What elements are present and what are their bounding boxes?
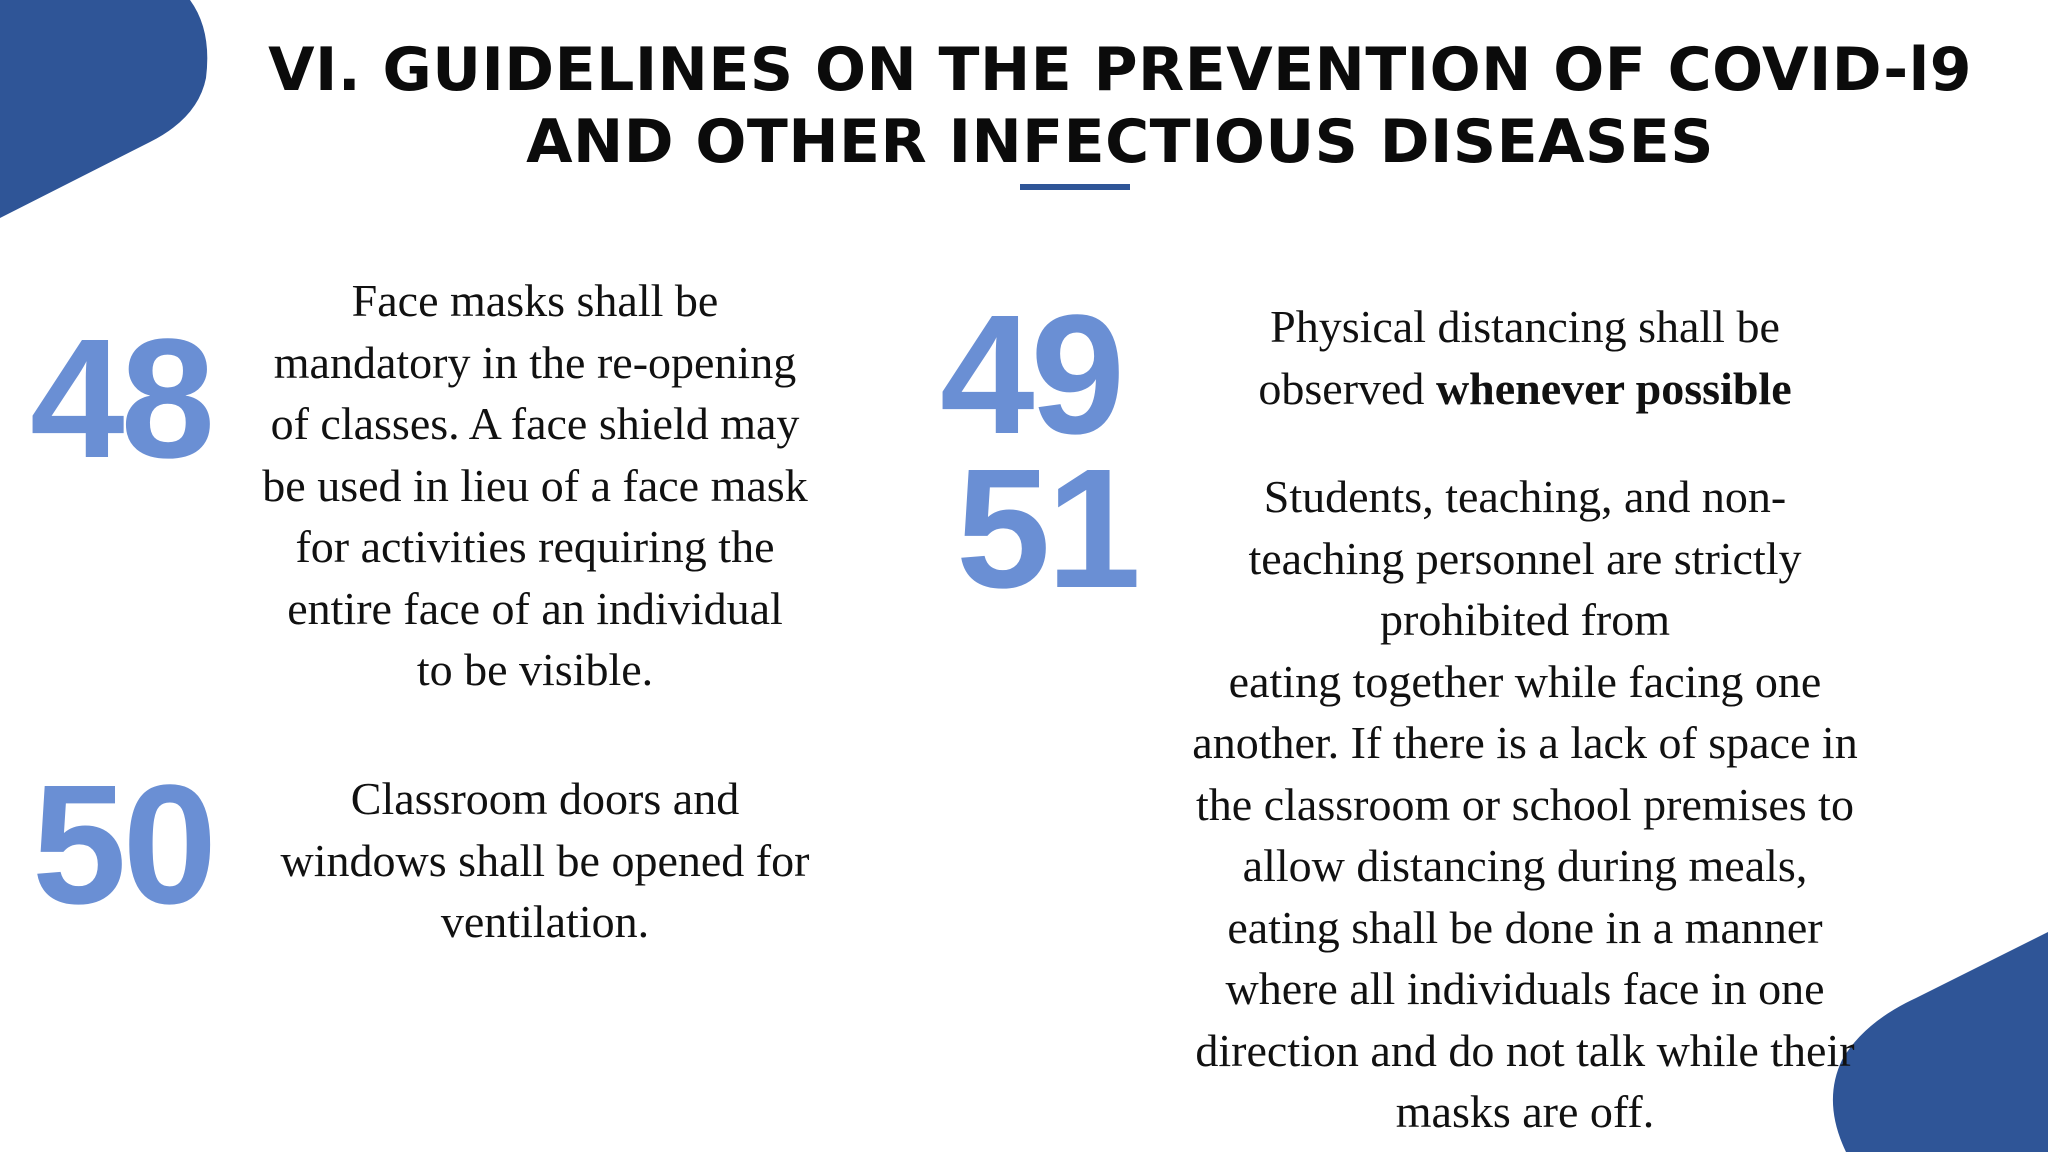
guideline-51-line: allow distancing during meals, [1242,840,1808,891]
guideline-48-line: for activities requiring the [295,521,775,572]
corner-decoration-top-left [0,0,215,222]
guideline-49-line-2 [1180,358,1870,420]
guideline-number-48: 48 [30,304,212,494]
guideline-50-line: windows shall be opened for [280,834,810,886]
guideline-48-line: be used in lieu of a face mask [262,459,808,511]
guideline-51-line: the classroom or school premises to [1196,778,1854,830]
guideline-text-50 [220,768,870,953]
guideline-49-line-1: Physical distancing shall be [1270,301,1780,352]
guideline-48-line: of classes. A face shield may [270,398,800,449]
guideline-number-50: 50 [32,750,214,940]
guideline-number-49: 49 [940,280,1122,470]
title-underline [1020,184,1130,190]
guideline-48-line: Face masks shall be [351,275,719,326]
guideline-number-51: 51 [956,434,1138,624]
guideline-text-51 [1140,466,1910,1143]
guideline-49-emphasis: whenever possible [1435,362,1792,414]
guideline-48-line: to be visible. [416,644,654,695]
slide-title-line-2: AND OTHER INFECTIOUS DISEASES [526,107,1714,177]
guideline-50-line: ventilation. [440,896,650,947]
guideline-51-line: eating together while facing one [1228,655,1822,707]
guideline-51-line: direction and do not talk while their [1195,1024,1855,1076]
guideline-51-line: teaching personnel are strictly [1248,532,1802,584]
guideline-51-line: masks are off. [1395,1086,1655,1137]
guideline-51-line: where all individuals face in one [1225,963,1825,1014]
guideline-48-line: mandatory in the re-opening [273,336,797,388]
guideline-50-line: Classroom doors and [350,773,740,824]
guideline-51-line: eating shall be done in a manner [1227,901,1823,953]
guideline-51-line: another. If there is a lack of space in [1192,717,1858,768]
guideline-51-line: Students, teaching, and non- [1263,471,1787,522]
guideline-48-line: entire face of an individual [287,582,783,634]
guideline-text-48 [220,270,850,701]
guideline-49-normal-text: observed [1258,362,1436,414]
slide-title [260,34,1980,178]
guideline-text-49 [1180,296,1870,419]
slide-title-line-1: VI. GUIDELINES ON THE PREVENTION OF COVID-l9 [268,35,1972,105]
guideline-51-line: prohibited from [1380,594,1670,645]
